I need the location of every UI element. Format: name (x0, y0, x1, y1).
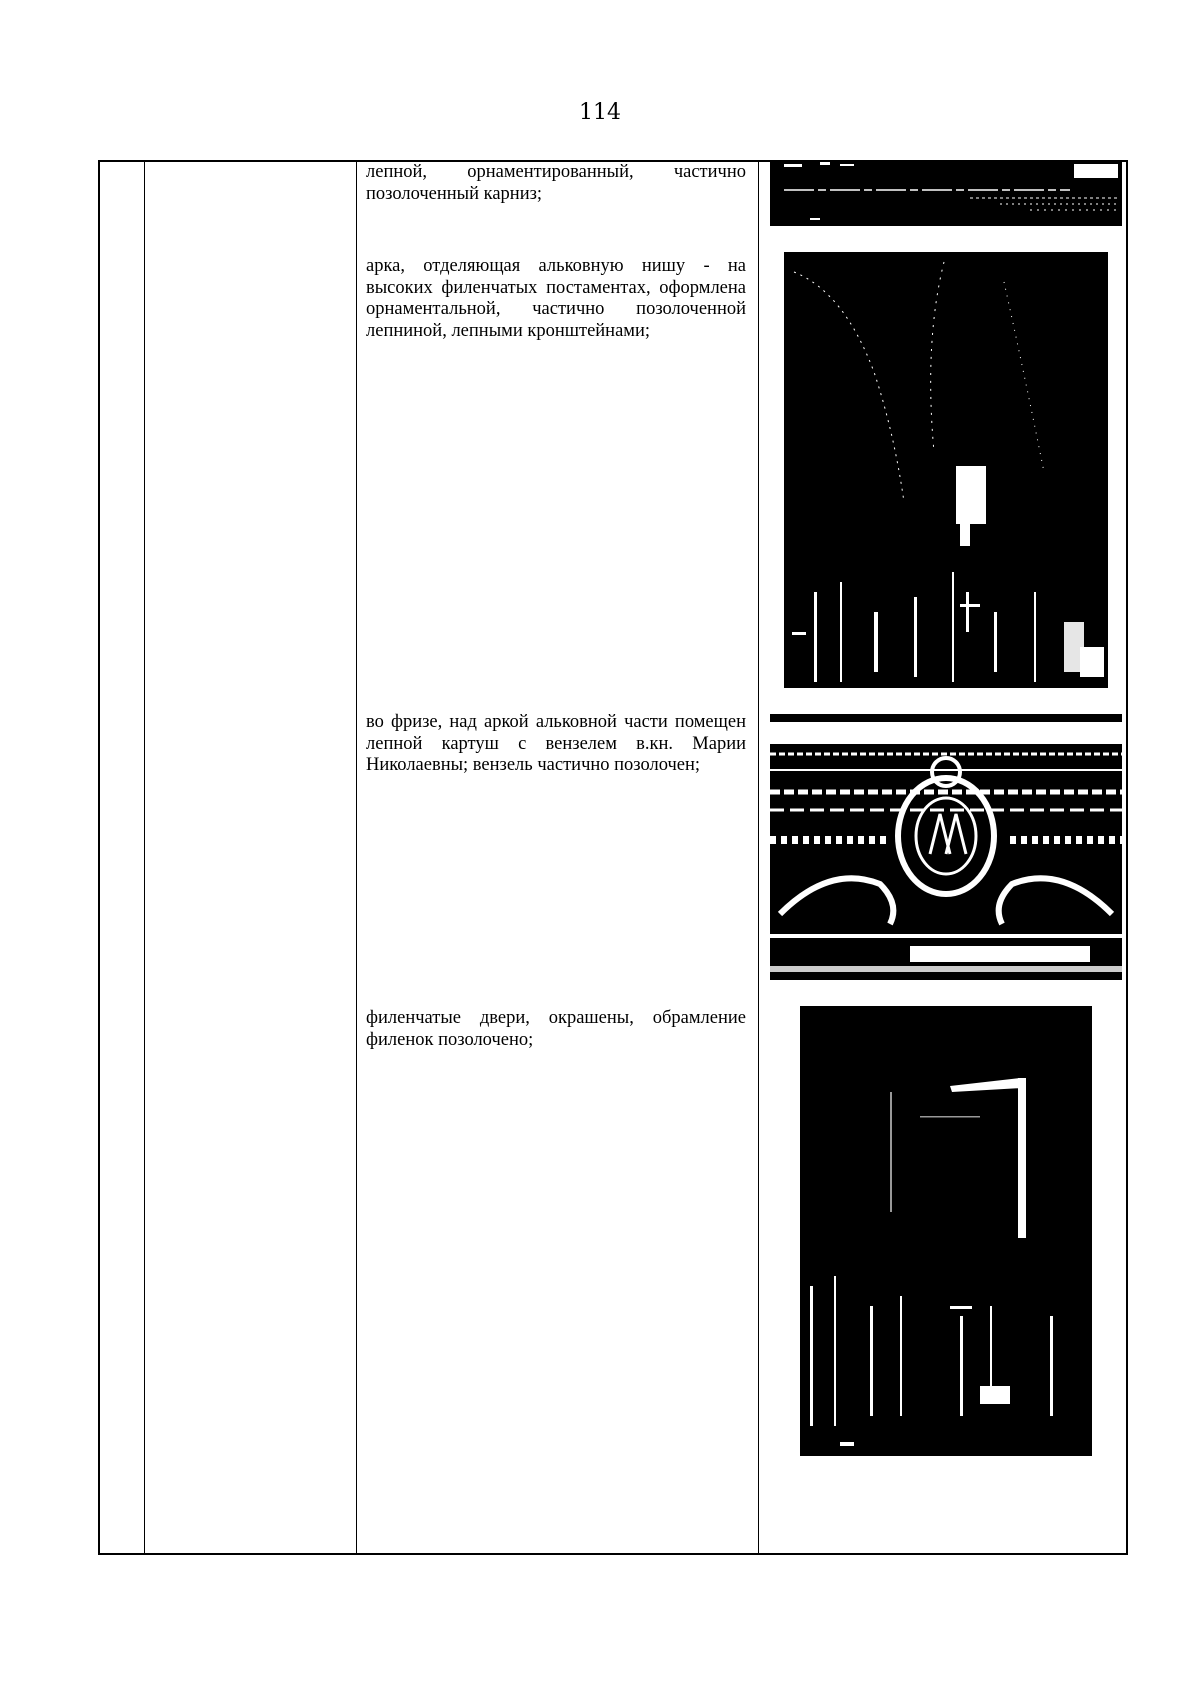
item-description-cornice: лепной, орнаментированный, частично позолоченный карниз; (366, 162, 746, 204)
cartouche-photo-icon (770, 714, 1122, 980)
item-description-door: филенчатые двери, окрашены, обрамление филенок позолочено; (366, 1008, 746, 1050)
item-description-arch: арка, отделяющая альковную нишу - на высоких филенчатых постаментах, оформлена орнаментальной, частично позолоченной лепниной, лепными кронштейнами; (366, 256, 746, 341)
door-photo-icon (800, 1006, 1092, 1456)
column-divider-1 (144, 162, 145, 1553)
arch-photo-icon (784, 252, 1108, 688)
column-divider-2 (356, 162, 357, 1553)
page-number: 114 (579, 100, 621, 125)
cornice-photo-icon (770, 160, 1122, 226)
item-description-cartouche: во фризе, над аркой альковной части помещен лепной картуш с вензелем в.кн. Марии Николаевны; вензель частично позолочен; (366, 712, 746, 775)
column-divider-3 (758, 162, 759, 1553)
